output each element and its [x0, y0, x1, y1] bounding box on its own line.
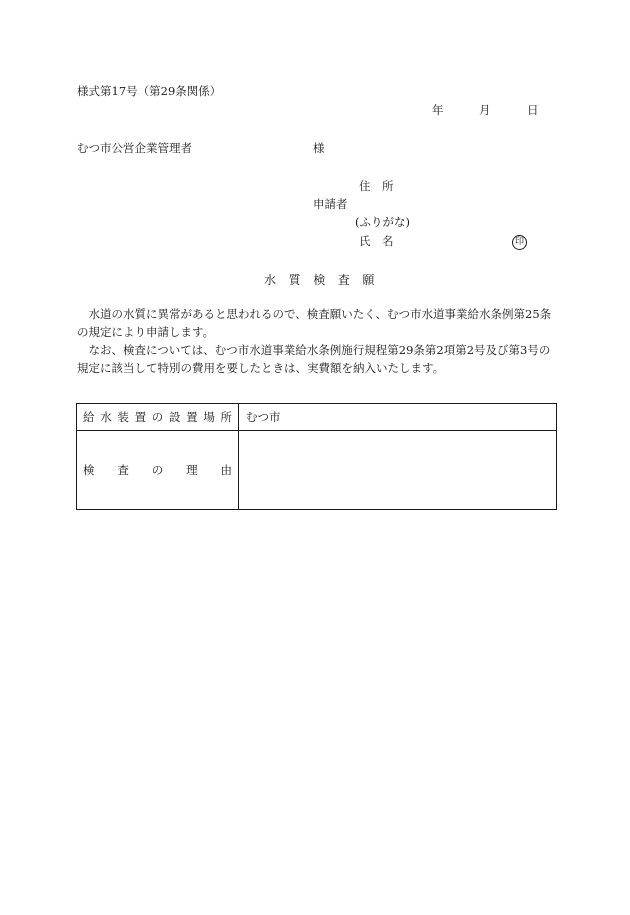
label-char: の: [151, 410, 164, 424]
honorific: 様: [313, 141, 325, 155]
label-char: 水: [100, 410, 112, 424]
addressee: むつ市公営企業管理者: [77, 141, 192, 155]
inspection-reason-label-text: [83, 462, 238, 478]
form-table: [76, 403, 557, 510]
paragraph-2: なお、検査については、むつ市水道事業給水条例施行規程第29条第2項第2号及び第3号の規定に該当して特別の費用を要したときは、実費額を納入いたします。: [77, 343, 551, 375]
document-title: 水質検査願: [264, 273, 388, 287]
installation-location-label: [77, 404, 239, 431]
label-char: 置: [186, 410, 198, 424]
date-year-label: 年: [432, 103, 444, 117]
table-row: [77, 431, 557, 510]
label-char: 検: [83, 463, 95, 477]
label-char: の: [151, 463, 164, 477]
date-day-label: 日: [527, 103, 539, 117]
label-char: 給: [83, 410, 95, 424]
table-row: [77, 404, 557, 431]
name-label: 氏 名: [359, 234, 394, 248]
seal-mark: 印: [512, 235, 527, 250]
label-char: 理: [186, 463, 198, 477]
furigana-label: (ふりがな): [355, 215, 410, 229]
installation-location-value[interactable]: むつ市: [239, 404, 557, 431]
inspection-reason-label: [77, 431, 239, 510]
label-char: 所: [220, 410, 232, 424]
installation-location-label-text: [83, 409, 238, 425]
label-char: 由: [220, 463, 232, 477]
applicant-label: 申請者: [313, 197, 348, 211]
label-char: 装: [117, 410, 129, 424]
label-char: 場: [203, 410, 215, 424]
label-char: 査: [117, 463, 129, 477]
label-char: 設: [168, 410, 181, 424]
paragraph-1: 水道の水質に異常があると思われるので、検査願いたく、むつ市水道事業給水条例第25条の規定により申請します。: [77, 307, 552, 339]
inspection-reason-value[interactable]: [239, 431, 557, 510]
form-number: 様式第17号（第29条関係）: [77, 84, 222, 98]
address-label: 住 所: [359, 179, 394, 193]
date-month-label: 月: [479, 103, 491, 117]
label-char: 置: [134, 410, 147, 424]
